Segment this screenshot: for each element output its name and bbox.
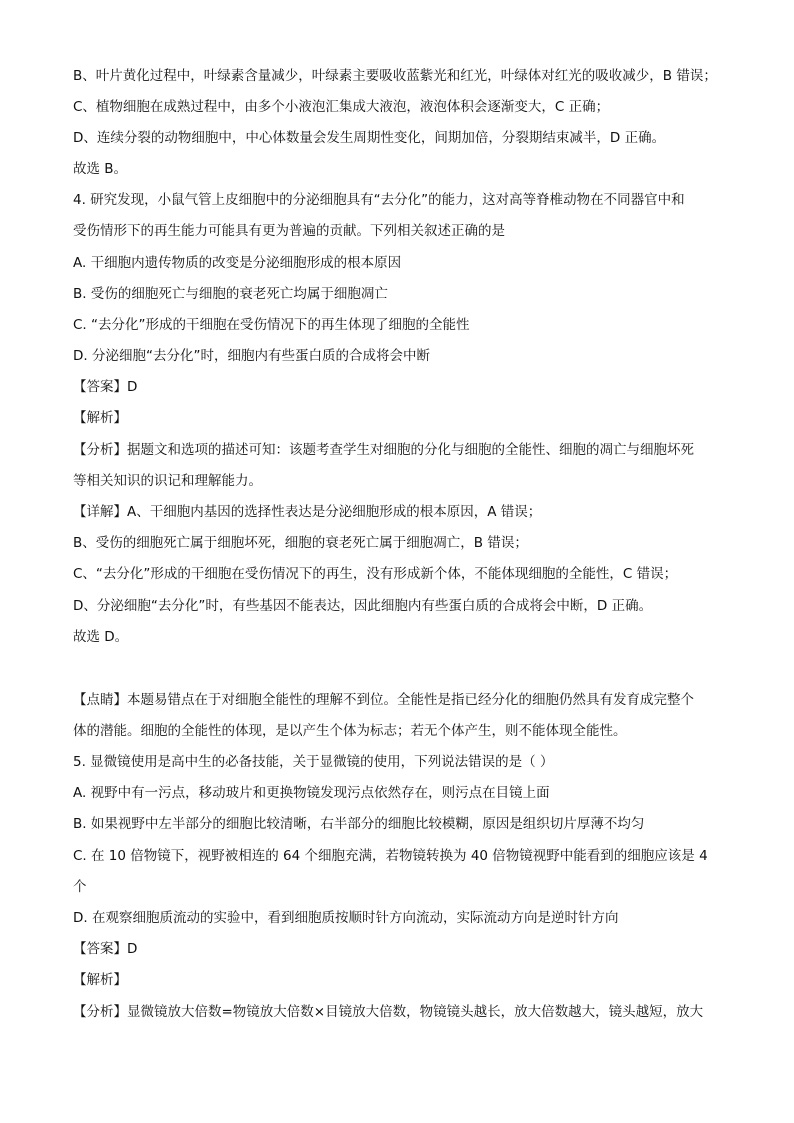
analysis-text: 等相关知识的识记和理解能力。 <box>73 473 262 489</box>
option-b: B. 受伤的细胞死亡与细胞的衰老死亡均属于细胞凋亡 <box>73 286 388 302</box>
conclusion-text: 故选 D。 <box>73 629 129 645</box>
detail-text: 【详解】A、干细胞内基因的选择性表达是分泌细胞形成的根本原因，A 错误； <box>73 504 542 520</box>
detail-text: B、受伤的细胞死亡属于细胞坏死，细胞的衰老死亡属于细胞凋亡，B 错误； <box>73 535 528 551</box>
detail-text: C、“去分化”形成的干细胞在受伤情况下的再生，没有形成新个体，不能体现细胞的全能性，C 错误； <box>73 566 678 582</box>
text-line: D、连续分裂的动物细胞中，中心体数量会发生周期性变化，间期加倍，分裂期结束减半，D 正确。 <box>73 130 666 146</box>
question-4-stem: 受伤情形下的再生能力可能具有更为普遍的贡献。下列相关叙述正确的是 <box>73 223 505 239</box>
question-4-stem: 4. 研究发现，小鼠气管上皮细胞中的分泌细胞具有“去分化”的能力，这对高等脊椎动物在不同器官中和 <box>73 192 685 208</box>
text-line: 故选 B。 <box>73 161 128 177</box>
analysis-text: 【分析】显微镜放大倍数=物镜放大倍数×目镜放大倍数，物镜镜头越长，放大倍数越大，镜头越短，放大 <box>73 1004 704 1020</box>
analysis-label: 【解析】 <box>73 972 127 988</box>
analysis-text: 【分析】据题文和选项的描述可知：该题考查学生对细胞的分化与细胞的全能性、细胞的凋亡与细胞坏死 <box>73 442 694 458</box>
option-c: C. “去分化”形成的干细胞在受伤情况下的再生体现了细胞的全能性 <box>73 317 470 333</box>
option-a: A. 干细胞内遗传物质的改变是分泌细胞形成的根本原因 <box>73 255 402 271</box>
answer-label: 【答案】D <box>73 941 138 957</box>
option-a: A. 视野中有一污点，移动玻片和更换物镜发现污点依然存在，则污点在目镜上面 <box>73 785 550 801</box>
option-d: D. 在观察细胞质流动的实验中，看到细胞质按顺时针方向流动，实际流动方向是逆时针方向 <box>73 910 619 926</box>
question-5-stem: 5. 显微镜使用是高中生的必备技能，关于显微镜的使用，下列说法错误的是（ ） <box>73 754 554 770</box>
option-c-continued: 个 <box>73 879 87 895</box>
comment-text: 【点睛】本题易错点在于对细胞全能性的理解不到位。全能性是指已经分化的细胞仍然具有发育成完整个 <box>73 692 694 708</box>
comment-text: 体的潜能。细胞的全能性的体现，是以产生个体为标志；若无个体产生，则不能体现全能性。 <box>73 723 627 739</box>
analysis-label: 【解析】 <box>73 410 127 426</box>
option-d: D. 分泌细胞“去分化”时，细胞内有些蛋白质的合成将会中断 <box>73 348 430 364</box>
text-line: B、叶片黄化过程中，叶绿素含量减少，叶绿素主要吸收蓝紫光和红光，叶绿体对红光的吸收减少，B 错误； <box>73 68 717 84</box>
option-b: B. 如果视野中左半部分的细胞比较清晰，右半部分的细胞比较模糊，原因是组织切片厚薄不均匀 <box>73 816 645 832</box>
detail-text: D、分泌细胞“去分化”时，有些基因不能表达，因此细胞内有些蛋白质的合成将会中断，D 正确。 <box>73 598 653 614</box>
answer-label: 【答案】D <box>73 379 138 395</box>
option-c: C. 在 10 倍物镜下，视野被相连的 64 个细胞充满，若物镜转换为 40 倍物镜视野中能看到的细胞应该是 4 <box>73 848 708 864</box>
text-line: C、植物细胞在成熟过程中，由多个小液泡汇集成大液泡，液泡体积会逐渐变大，C 正确； <box>73 99 610 115</box>
